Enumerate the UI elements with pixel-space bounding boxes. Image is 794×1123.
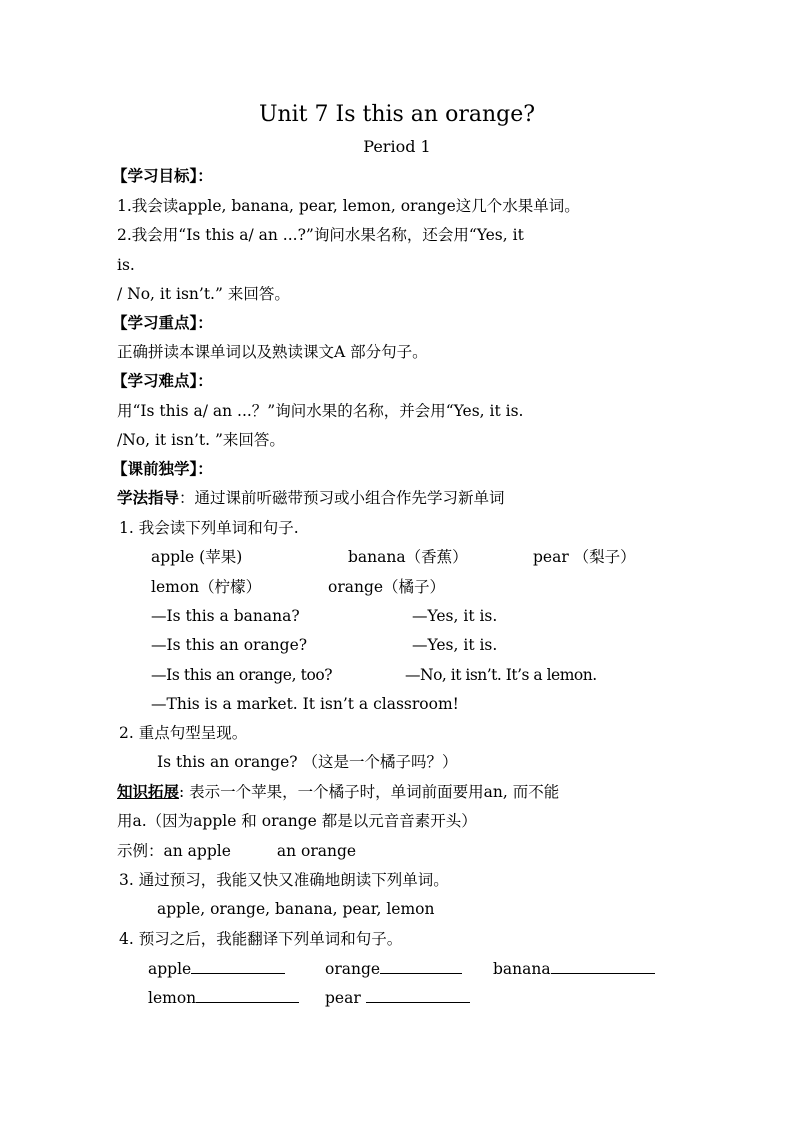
translate-lemon [148, 987, 299, 1008]
translate-apple [148, 958, 285, 979]
difficulties-heading: 【学习难点】： [112, 372, 213, 390]
translate-orange [325, 958, 462, 979]
dialog-q-1: —Is this a banana? [151, 607, 300, 625]
difficulties-line-2: /No, it isn’t. ”来回答。 [117, 431, 285, 449]
goals-line-4: / No, it isn’t.” 来回答。 [117, 285, 290, 303]
dialog-q-2: —Is this an orange? [151, 636, 308, 654]
item-3: 3. 通过预习，我能又快又准确地朗读下列单词。 [119, 871, 449, 889]
example-line [117, 841, 356, 861]
goals-line-3: is. [117, 256, 135, 274]
dialog-a-3: —No, it isn’t. It’s a lemon. [405, 666, 597, 684]
item-1: 1. 我会读下列单词和句子. [119, 519, 299, 537]
translate-label-banana: banana [493, 960, 551, 978]
example-an-apple: an apple [163, 842, 231, 860]
dialog-last: —This is a market. It isn’t a classroom! [151, 695, 459, 713]
goals-line-1: 1.我会读apple, banana, pear, lemon, orange这几个水果单词。 [117, 197, 580, 215]
dialog-a-2: —Yes, it is. [412, 636, 498, 654]
dialog-q-3: —Is this an orange, too? [151, 666, 333, 684]
blank-orange[interactable] [380, 958, 462, 974]
blank-pear[interactable] [366, 987, 470, 1003]
key-sentence: Is this an orange? （这是一个橘子吗？） [157, 753, 458, 771]
page-title: Unit 7 Is this an orange? [258, 102, 536, 127]
extension-text-2: 用a.（因为apple 和 orange 都是以元音音素开头） [117, 812, 477, 830]
extension-text-1: : 表示一个苹果，一个橘子时，单词前面要用an, 而不能 [179, 783, 560, 801]
translate-banana [493, 958, 655, 979]
word-banana: banana（香蕉） [348, 548, 468, 566]
read-words: apple, orange, banana, pear, lemon [157, 900, 435, 918]
method-label: 学法指导 [117, 488, 180, 507]
item-2: 2. 重点句型呈现。 [119, 724, 248, 742]
example-an-orange: an orange [276, 842, 357, 860]
word-lemon: lemon（柠檬） [151, 578, 262, 596]
blank-apple[interactable] [191, 958, 285, 974]
extension-label: 知识拓展 [117, 782, 180, 801]
word-apple: apple (苹果) [151, 548, 243, 566]
knowledge-extension [117, 782, 559, 802]
goals-line-2: 2.我会用“Is this a/ an ...?”询问水果名称，还会用“Yes, it [117, 226, 524, 244]
translate-label-pear: pear [325, 989, 366, 1007]
translate-label-apple: apple [148, 960, 192, 978]
translate-label-lemon: lemon [148, 989, 197, 1007]
blank-lemon[interactable] [196, 987, 299, 1003]
goals-heading: 【学习目标】： [112, 167, 213, 185]
method-guide [117, 488, 505, 508]
translate-pear [325, 987, 470, 1008]
dialog-a-1: —Yes, it is. [412, 607, 498, 625]
translate-label-orange: orange [325, 960, 381, 978]
key-points-text: 正确拼读本课单词以及熟读课文A 部分句子。 [117, 343, 428, 361]
method-text: ：通过课前听磁带预习或小组合作先学习新单词 [179, 489, 505, 507]
period-label: Period 1 [363, 137, 431, 156]
example-label: 示例： [117, 842, 164, 860]
key-points-heading: 【学习重点】： [112, 314, 213, 332]
preview-heading: 【课前独学】： [112, 460, 213, 478]
item-4: 4. 预习之后，我能翻译下列单词和句子。 [119, 930, 403, 948]
word-orange: orange（橘子） [328, 578, 446, 596]
word-pear: pear （梨子） [533, 548, 636, 566]
difficulties-line-1: 用“Is this a/ an ...？”询问水果的名称，并会用“Yes, it is. [117, 402, 524, 420]
blank-banana[interactable] [551, 958, 655, 974]
